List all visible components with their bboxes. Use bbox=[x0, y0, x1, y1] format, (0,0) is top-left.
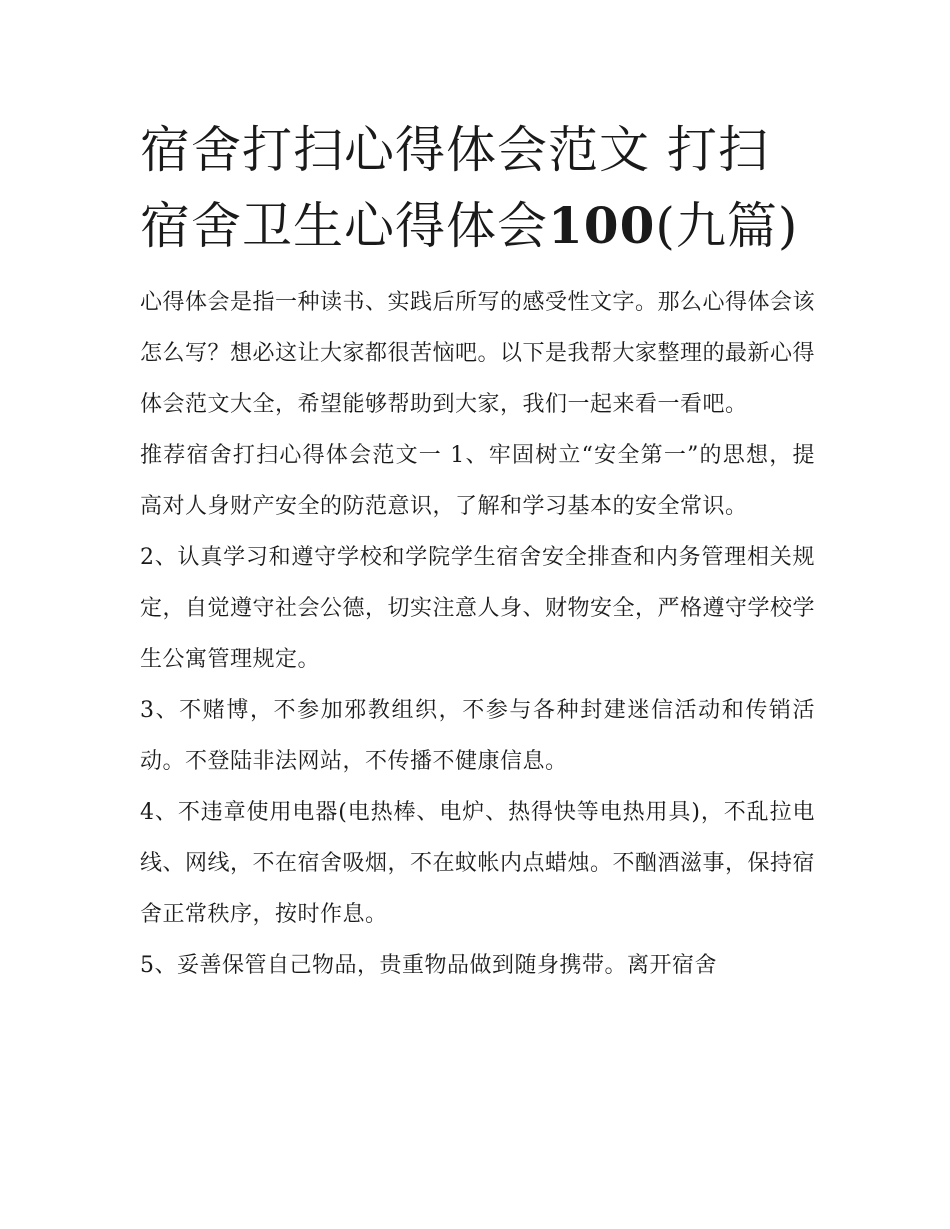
document-page bbox=[140, 112, 815, 991]
title-text: 宿舍打扫心得体会范文 打扫宿舍卫生心得体会 bbox=[140, 121, 769, 255]
paragraph-1: 推荐宿舍打扫心得体会范文一 1、牢固树立“安全第一”的思想，提高对人身财产安全的防范意识，了解和学习基本的安全常识。 bbox=[140, 443, 815, 519]
paragraph-2: 2、认真学习和遵守学校和学院学生宿舍安全排查和内务管理相关规定，自觉遵守社会公德，切实注意人身、财物安全，严格遵守学校学生公寓管理规定。 bbox=[140, 545, 816, 672]
title-suffix: (九篇) bbox=[655, 197, 799, 255]
paragraph-5: 5、妥善保管自己物品，贵重物品做到随身携带。离开宿舍 bbox=[140, 953, 717, 978]
document-title bbox=[140, 112, 815, 264]
intro-paragraph: 心得体会是指一种读书、实践后所写的感受性文字。那么心得体会该怎么写？想必这让大家都很苦恼吧。以下是我帮大家整理的最新心得体会范文大全，希望能够帮助到大家，我们一起来看一看吧。 bbox=[140, 290, 816, 417]
paragraph-4: 4、不违章使用电器(电热棒、电炉、热得快等电热用具)，不乱拉电线、网线，不在宿舍吸烟，不在蚊帐内点蜡烛。不酗酒滋事，保持宿舍正常秩序，按时作息。 bbox=[140, 800, 816, 927]
title-number: 100 bbox=[548, 196, 656, 255]
paragraph-3: 3、不赌博，不参加邪教组织，不参与各种封建迷信活动和传销活动。不登陆非法网站，不传播不健康信息。 bbox=[140, 698, 815, 774]
